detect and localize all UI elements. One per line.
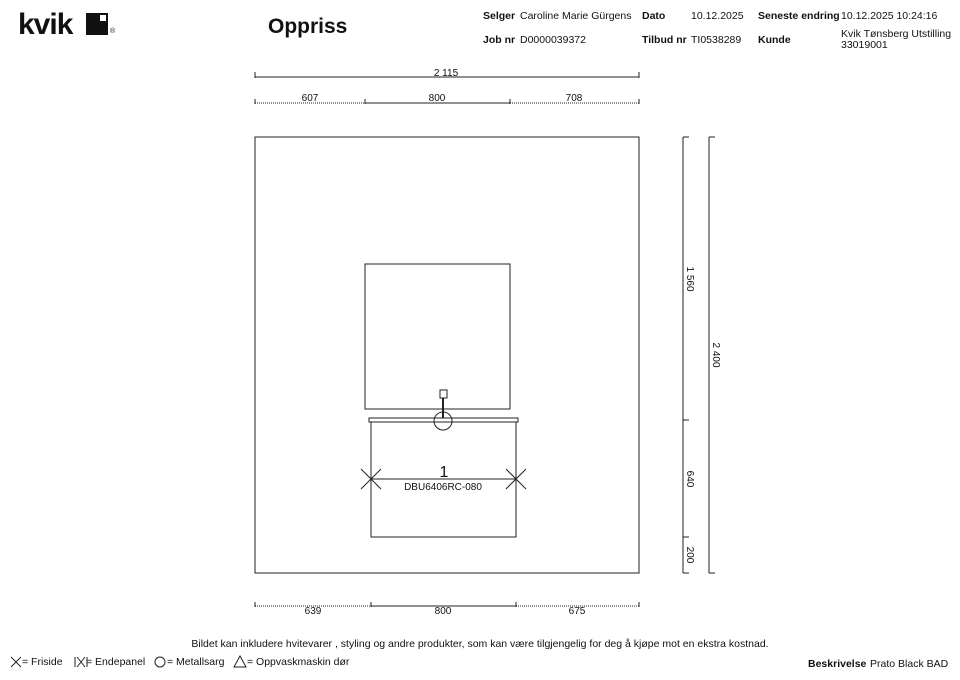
mirror-outline bbox=[365, 264, 510, 409]
dato-label: Dato bbox=[642, 10, 666, 22]
registered-mark: ® bbox=[110, 28, 116, 35]
friside-icon bbox=[11, 657, 21, 667]
kunde-label: Kunde bbox=[758, 34, 791, 46]
dim-bottom-mid: 800 bbox=[434, 606, 452, 617]
beskrivelse-value: Prato Black BAD bbox=[870, 658, 949, 670]
seneste-label: Seneste endring bbox=[758, 10, 840, 22]
dim-top-left: 607 bbox=[301, 93, 319, 104]
selger-value: Caroline Marie Gürgens bbox=[520, 10, 632, 22]
dim-bottom-left: 639 bbox=[304, 606, 322, 617]
kunde-value-line1: Kvik Tønsberg Utstilling bbox=[841, 28, 952, 40]
cabinet-number: 1 bbox=[439, 464, 449, 481]
footer-note: Bildet kan inkludere hvitevarer , styling og andre produkter, som kan være tilgjengelig for deg å kjøpe mot en ekstra kostnad. bbox=[191, 638, 769, 650]
kvik-logo-text: kvik bbox=[18, 8, 73, 41]
dim-right-mid: 640 bbox=[684, 470, 695, 488]
tilbud-label: Tilbud nr bbox=[642, 34, 687, 46]
oppvaskmaskin-icon bbox=[234, 656, 246, 667]
dim-top-total: 2 115 bbox=[433, 68, 459, 79]
legend-endepanel: = Endepanel bbox=[86, 656, 146, 668]
wall-outline bbox=[255, 137, 639, 573]
metallsarg-icon bbox=[155, 657, 165, 667]
beskrivelse-label: Beskrivelse bbox=[808, 658, 867, 670]
dim-top-right: 708 bbox=[565, 93, 583, 104]
cabinet-code: DBU6406RC-080 bbox=[404, 482, 482, 493]
selger-label: Selger bbox=[483, 10, 516, 22]
dim-top-mid: 800 bbox=[428, 93, 446, 104]
dim-right-upper: 1 560 bbox=[684, 266, 695, 292]
dato-value: 10.12.2025 bbox=[691, 10, 744, 22]
faucet-head bbox=[440, 390, 447, 398]
dim-right-lower: 200 bbox=[684, 546, 695, 564]
tilbud-value: TI0538289 bbox=[691, 34, 742, 46]
dim-bottom-right: 675 bbox=[568, 606, 586, 617]
jobnr-label: Job nr bbox=[483, 34, 516, 46]
countertop bbox=[369, 418, 518, 422]
seneste-value: 10.12.2025 10:24:16 bbox=[841, 10, 938, 22]
legend-friside: = Friside bbox=[22, 656, 63, 668]
jobnr-value: D0000039372 bbox=[520, 34, 586, 46]
dim-right-total: 2 400 bbox=[710, 342, 721, 368]
legend-metallsarg: = Metallsarg bbox=[167, 656, 225, 668]
legend-oppvaskmaskin: = Oppvaskmaskin dør bbox=[247, 656, 350, 668]
kunde-value-line2: 33019001 bbox=[841, 39, 888, 51]
page-title: Oppriss bbox=[268, 15, 348, 38]
